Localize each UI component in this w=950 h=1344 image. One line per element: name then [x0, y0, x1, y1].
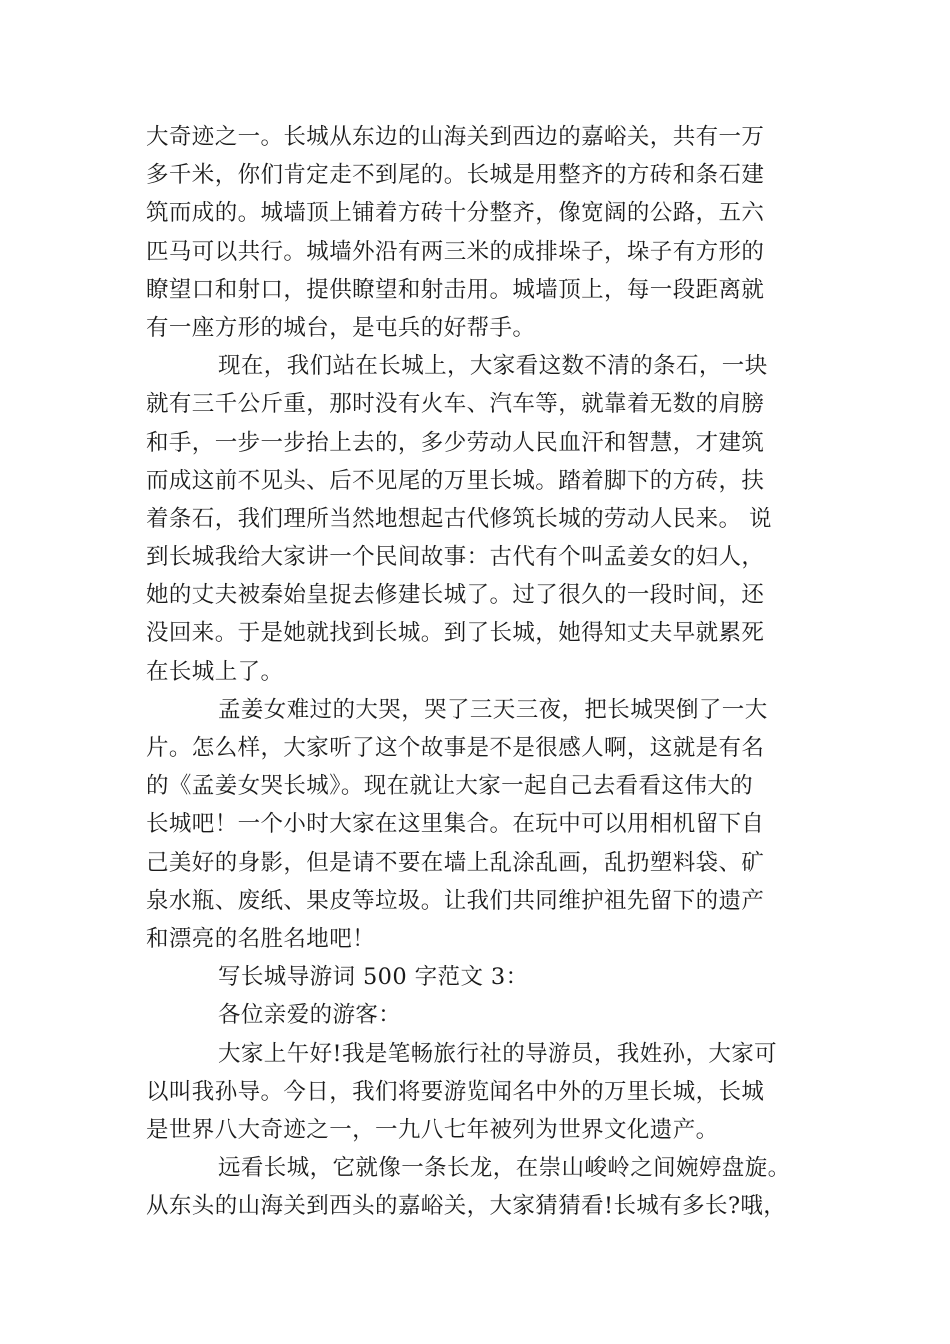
text-line: 以叫我孙导。今日，我们将要游览闻名中外的万里长城，长城: [146, 1078, 765, 1105]
document-body: [146, 118, 806, 1225]
text-line: 长城吧！一个小时大家在这里集合。在玩中可以用相机留下自: [146, 811, 765, 838]
text-line: 到长城我给大家讲一个民间故事：古代有个叫孟姜女的妇人，: [146, 544, 765, 571]
text-line: 瞭望口和射口，提供瞭望和射击用。城墙顶上，每一段距离就: [146, 276, 765, 303]
text-line: 大家上午好!我是笔畅旅行社的导游员，我姓孙，大家可: [218, 1040, 778, 1067]
text-line: 而成这前不见头、后不见尾的万里长城。踏着脚下的方砖，扶: [146, 467, 765, 494]
text-line: 多千米，你们肯定走不到尾的。长城是用整齐的方砖和条石建: [146, 162, 765, 189]
text-line: 在长城上了。: [146, 658, 284, 685]
text-line: 片。怎么样，大家听了这个故事是不是很感人啊，这就是有名: [146, 735, 765, 761]
text-line: 没回来。于是她就找到长城。到了长城，她得知丈夫早就累死: [146, 620, 765, 647]
text-line: 着条石，我们理所当然地想起古代修筑长城的劳动人民来。 说: [146, 505, 772, 532]
text-line: 远看长城，它就像一条长龙，在崇山峻岭之间婉婷盘旋。: [218, 1155, 791, 1182]
text-line: 和手，一步一步抬上去的，多少劳动人民血汗和智慧，才建筑: [146, 429, 765, 456]
text-line: 匹马可以共行。城墙外沿有两三米的成排垛子，垛子有方形的: [146, 238, 765, 265]
text-line: 筑而成的。城墙顶上铺着方砖十分整齐，像宽阔的公路，五六: [146, 200, 765, 227]
text-line: 己美好的身影，但是请不要在墙上乱涂乱画，乱扔塑料袋、矿: [146, 849, 765, 876]
text-line: 她的丈夫被秦始皇捉去修建长城了。过了很久的一段时间，还: [146, 582, 765, 609]
text-line: 从东头的山海关到西头的嘉峪关，大家猜猜看!长城有多长?哦，: [146, 1193, 787, 1220]
text-line: 和漂亮的名胜名地吧！: [146, 925, 376, 952]
text-line: 就有三千公斤重，那时没有火车、汽车等，就靠着无数的肩膀: [146, 391, 765, 418]
text-line: 现在，我们站在长城上，大家看这数不清的条石，一块: [218, 353, 768, 380]
text-line: 各位亲爱的游客：: [218, 1002, 402, 1029]
text-line: 大奇迹之一。长城从东边的山海关到西边的嘉峪关，共有一万: [146, 124, 765, 150]
text-line: 的《孟姜女哭长城》。现在就让大家一起自己去看看这伟大的: [146, 773, 754, 800]
text-line: 是世界八大奇迹之一，一九八七年被列为世界文化遗产。: [146, 1116, 719, 1143]
text-line: 有一座方形的城台，是屯兵的好帮手。: [146, 314, 536, 341]
text-line: 泉水瓶、废纸、果皮等垃圾。让我们共同维护祖先留下的遗产: [146, 887, 765, 914]
text-line: 写长城导游词 500 字范文 3：: [218, 964, 529, 991]
text-line: 孟姜女难过的大哭，哭了三天三夜，把长城哭倒了一大: [218, 696, 768, 723]
